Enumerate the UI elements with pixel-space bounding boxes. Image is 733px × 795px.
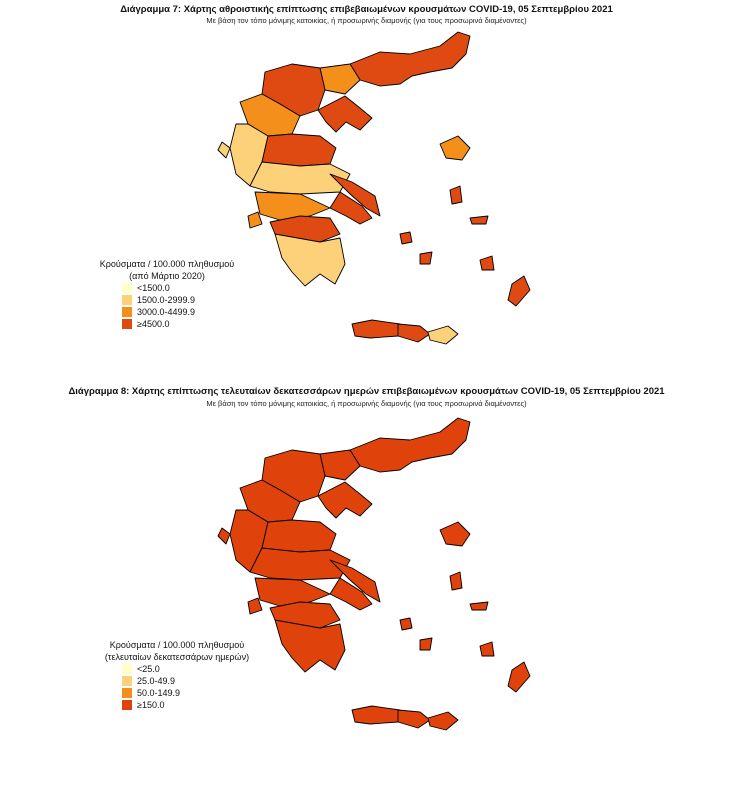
legend-item xyxy=(122,306,252,318)
region-thessaly xyxy=(262,520,336,552)
map2-subtitle: Με βάση τον τόπο μόνιμης κατοικίας, ή προσωρινής διαμονής (για τους προσωρινά διαμένοντες) xyxy=(206,399,527,408)
region-cyclades-1 xyxy=(400,618,412,630)
legend-subtitle: (από Μάρτιο 2020) xyxy=(129,271,205,281)
legend-label: <1500.0 xyxy=(137,283,170,293)
legend-subtitle: (τελευταίων δεκατεσσάρων ημερών) xyxy=(104,652,250,662)
map2-title: Διάγραμμα 8: Χάρτης επίπτωσης τελευταίων δεκατεσσάρων ημερών επιβεβαιωμένων κρουσμάτων COVID-19, 05 Σεπτεμβρίου 2021 xyxy=(68,386,665,397)
legend-swatch xyxy=(122,295,132,305)
region-cyclades-1 xyxy=(400,232,412,244)
region-chalkidiki xyxy=(318,482,372,518)
legend-title: Κρούσματα / 100.000 πληθυσμού xyxy=(109,640,245,650)
legend-item xyxy=(122,687,272,699)
region-crete-east xyxy=(428,326,458,344)
region-lesvos xyxy=(440,136,470,160)
legend-item xyxy=(122,663,272,675)
region-thrace xyxy=(350,32,470,86)
legend-item xyxy=(122,318,252,330)
legend-label: ≥150.0 xyxy=(137,700,165,710)
region-dodecanese xyxy=(480,256,494,270)
region-chalkidiki xyxy=(318,96,372,132)
legend-swatch xyxy=(122,307,132,317)
region-dodecanese xyxy=(480,642,494,656)
legend-swatch xyxy=(122,688,132,698)
legend-swatch xyxy=(122,664,132,674)
legend-swatch xyxy=(122,319,132,329)
legend-label: 50.0-149.9 xyxy=(137,688,181,698)
region-west-greece xyxy=(255,192,330,220)
region-thessaly xyxy=(262,134,336,166)
region-crete-central xyxy=(398,324,430,342)
region-crete-east xyxy=(428,712,458,730)
region-peloponnese-south xyxy=(275,234,345,286)
region-corfu xyxy=(218,142,230,158)
legend-item xyxy=(122,675,272,687)
region-crete-west xyxy=(352,706,400,724)
region-chios xyxy=(450,572,462,590)
legend-item xyxy=(122,699,272,711)
region-samos xyxy=(470,216,488,224)
region-lesvos xyxy=(440,522,470,546)
map1-legend xyxy=(82,258,252,330)
map1-subtitle: Με βάση τον τόπο μόνιμης κατοικίας, ή προσωρινής διαμονής (για τους προσωρινά διαμένοντες) xyxy=(206,16,527,25)
region-samos xyxy=(470,602,488,610)
legend-label: 3000.0-4499.9 xyxy=(137,307,196,317)
legend-label: 25.0-49.9 xyxy=(137,676,176,686)
region-chios xyxy=(450,186,462,204)
region-peloponnese-south xyxy=(275,620,345,672)
legend-label: <25.0 xyxy=(137,664,160,674)
legend-swatch xyxy=(122,283,132,293)
map2-legend xyxy=(82,639,272,711)
region-corfu xyxy=(218,528,230,544)
legend-label: 1500.0-2999.9 xyxy=(137,295,196,305)
map1-title: Διάγραμμα 7: Χάρτης αθροιστικής επίπτωσης επιβεβαιωμένων κρουσμάτων COVID-19, 05 Σεπτεμβρίου 2021 xyxy=(120,4,613,15)
region-rhodes xyxy=(508,276,530,306)
legend-swatch xyxy=(122,700,132,710)
legend-swatch xyxy=(122,676,132,686)
legend-label: ≥4500.0 xyxy=(137,319,170,329)
region-rhodes xyxy=(508,662,530,692)
region-cyclades-2 xyxy=(420,252,432,264)
legend-item xyxy=(122,282,252,294)
region-cyclades-2 xyxy=(420,638,432,650)
region-thrace xyxy=(350,418,470,472)
region-west-greece xyxy=(255,578,330,606)
region-crete-west xyxy=(352,320,400,338)
legend-item xyxy=(122,294,252,306)
region-crete-central xyxy=(398,710,430,728)
legend-title: Κρούσματα / 100.000 πληθυσμού xyxy=(99,259,235,269)
